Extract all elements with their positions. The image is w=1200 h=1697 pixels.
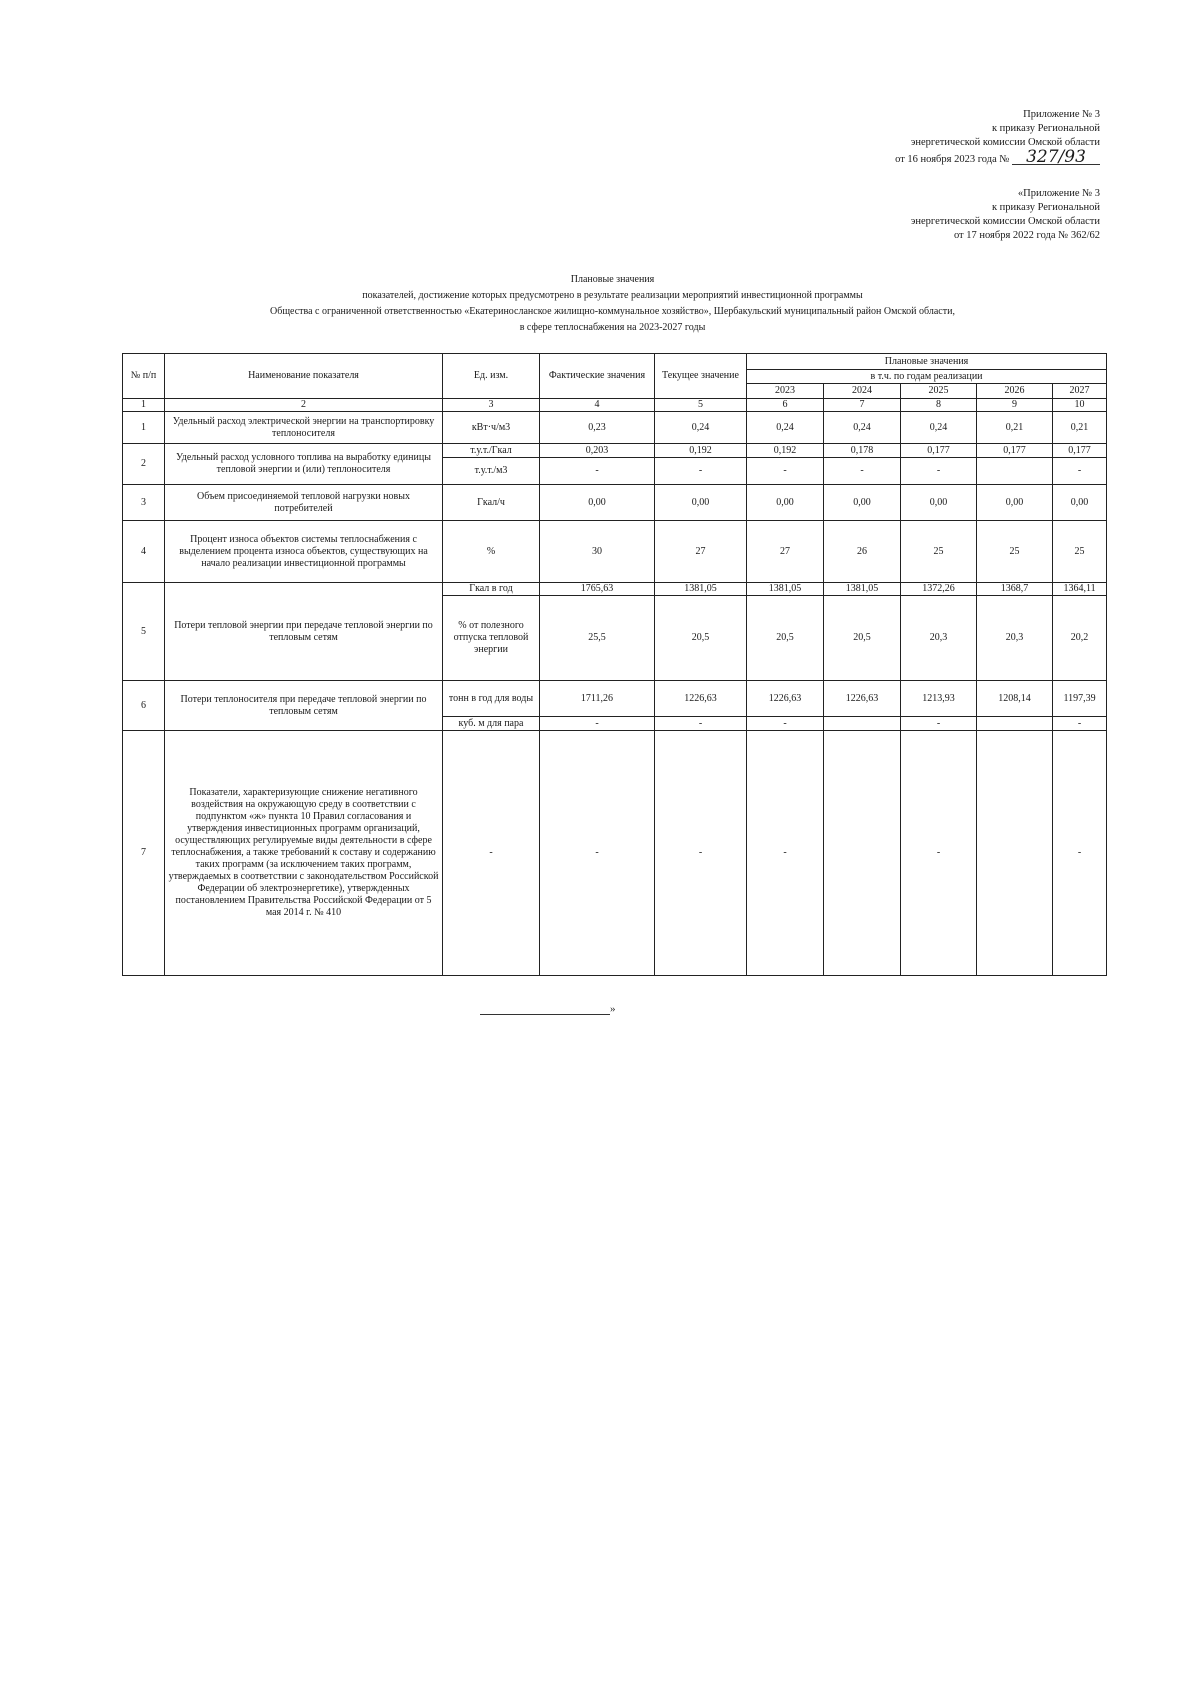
header-date-prefix: от 16 ноября 2023 года № bbox=[895, 154, 1010, 165]
handwritten-order-number: 327/93 bbox=[1012, 150, 1100, 165]
actual-cell: 0,23 bbox=[540, 412, 655, 444]
year-cell: 1197,39 bbox=[1053, 681, 1107, 717]
col-number: 10 bbox=[1053, 399, 1107, 412]
year-cell: 0,21 bbox=[977, 412, 1053, 444]
col-header-planned: Плановые значения bbox=[747, 354, 1107, 370]
year-cell: 0,00 bbox=[1053, 485, 1107, 521]
year-cell: 20,2 bbox=[1053, 596, 1107, 681]
year-cell: 1381,05 bbox=[747, 583, 824, 596]
header-date-line bbox=[895, 147, 1100, 167]
year-cell: 20,3 bbox=[977, 596, 1053, 681]
year-cell: 25 bbox=[1053, 521, 1107, 583]
year-cell: 20,5 bbox=[824, 596, 901, 681]
col-header-year: 2023 bbox=[747, 384, 824, 399]
unit-cell: куб. м для пара bbox=[443, 717, 540, 731]
header-line: от 17 ноября 2022 года № 362/62 bbox=[953, 230, 1100, 241]
table-row bbox=[123, 681, 1107, 717]
year-cell bbox=[977, 717, 1053, 731]
header-line: энергетической комиссии Омской области bbox=[910, 216, 1100, 227]
col-number: 2 bbox=[165, 399, 443, 412]
col-number: 3 bbox=[443, 399, 540, 412]
year-cell bbox=[977, 458, 1053, 485]
year-cell: 1372,26 bbox=[901, 583, 977, 596]
table-row bbox=[123, 412, 1107, 444]
year-cell: - bbox=[901, 717, 977, 731]
header-line: «Приложение № 3 bbox=[1017, 188, 1100, 199]
col-number: 5 bbox=[655, 399, 747, 412]
header-previous-order bbox=[911, 187, 1100, 243]
unit-cell: Гкал/ч bbox=[443, 485, 540, 521]
year-cell: 0,00 bbox=[901, 485, 977, 521]
year-cell: 1368,7 bbox=[977, 583, 1053, 596]
current-cell: 0,00 bbox=[655, 485, 747, 521]
current-cell: 1226,63 bbox=[655, 681, 747, 717]
current-cell: 0,192 bbox=[655, 444, 747, 458]
table-row bbox=[123, 485, 1107, 521]
title-line: Общества с ограниченной ответственностью «Екатериносланское жилищно-коммунальное хозяйство», Шербакульский муниципальный район Омской области, bbox=[270, 306, 955, 317]
year-cell: 0,177 bbox=[1053, 444, 1107, 458]
col-number: 9 bbox=[977, 399, 1053, 412]
current-cell: - bbox=[655, 731, 747, 976]
year-cell: 0,177 bbox=[977, 444, 1053, 458]
title-line: Плановые значения bbox=[570, 274, 655, 285]
actual-cell: 30 bbox=[540, 521, 655, 583]
actual-cell: 1711,26 bbox=[540, 681, 655, 717]
col-number: 8 bbox=[901, 399, 977, 412]
table-row bbox=[123, 444, 1107, 458]
col-header-unit: Ед. изм. bbox=[443, 354, 540, 399]
year-cell: 0,21 bbox=[1053, 412, 1107, 444]
indicator-name: Показатели, характеризующие снижение негативного воздействия на окружающую среду в соответствии с подпунктом «ж» пункта 10 Правил согласования и утверждения инвестиционных программ организаций, осуществляющих регулируемые виды деятельности в сфере теплоснабжения, а также требований к составу и содержанию таких программ (за исключением таких программ, утверждаемых в соответствии с законодательством Российской Федерации об электроэнергетике), утвержденных постановлением Правительства Российской Федерации от 5 мая 2014 г. № 410 bbox=[165, 731, 443, 976]
closing-line bbox=[480, 1003, 616, 1015]
current-cell: 20,5 bbox=[655, 596, 747, 681]
row-number: 7 bbox=[123, 731, 165, 976]
year-cell: - bbox=[901, 731, 977, 976]
actual-cell: 1765,63 bbox=[540, 583, 655, 596]
row-number: 4 bbox=[123, 521, 165, 583]
col-header-year: 2025 bbox=[901, 384, 977, 399]
row-number: 3 bbox=[123, 485, 165, 521]
year-cell: 0,24 bbox=[901, 412, 977, 444]
table-row bbox=[123, 731, 1107, 976]
year-cell: 1226,63 bbox=[824, 681, 901, 717]
row-number: 6 bbox=[123, 681, 165, 731]
col-number: 1 bbox=[123, 399, 165, 412]
actual-cell: - bbox=[540, 717, 655, 731]
year-cell: 0,00 bbox=[747, 485, 824, 521]
header-line: энергетической комиссии Омской области bbox=[910, 137, 1100, 148]
current-cell: 27 bbox=[655, 521, 747, 583]
year-cell: 27 bbox=[747, 521, 824, 583]
year-cell: - bbox=[1053, 731, 1107, 976]
col-header-by-years: в т.ч. по годам реализации bbox=[747, 370, 1107, 384]
col-header-num: № п/п bbox=[123, 354, 165, 399]
row-number: 1 bbox=[123, 412, 165, 444]
table-row bbox=[123, 521, 1107, 583]
unit-cell: тонн в год для воды bbox=[443, 681, 540, 717]
indicator-name: Удельный расход условного топлива на выработку единицы тепловой энергии и (или) теплоносителя bbox=[165, 444, 443, 485]
year-cell: 0,24 bbox=[824, 412, 901, 444]
col-header-year: 2027 bbox=[1053, 384, 1107, 399]
current-cell: - bbox=[655, 458, 747, 485]
title-line: показателей, достижение которых предусмотрено в результате реализации мероприятий инвестиционной программы bbox=[362, 290, 863, 301]
table-row bbox=[123, 583, 1107, 596]
unit-cell: кВт·ч/м3 bbox=[443, 412, 540, 444]
unit-cell: - bbox=[443, 731, 540, 976]
unit-cell: % от полезного отпуска тепловой энергии bbox=[443, 596, 540, 681]
document-title bbox=[0, 272, 1200, 336]
year-cell: 0,192 bbox=[747, 444, 824, 458]
actual-cell: 0,00 bbox=[540, 485, 655, 521]
current-cell: - bbox=[655, 717, 747, 731]
year-cell: 0,00 bbox=[977, 485, 1053, 521]
col-header-name: Наименование показателя bbox=[165, 354, 443, 399]
year-cell: 1213,93 bbox=[901, 681, 977, 717]
year-cell: 1364,11 bbox=[1053, 583, 1107, 596]
year-cell: - bbox=[747, 731, 824, 976]
col-header-current: Текущее значение bbox=[655, 354, 747, 399]
header-line: к приказу Региональной bbox=[991, 123, 1100, 134]
col-header-actual: Фактические значения bbox=[540, 354, 655, 399]
current-cell: 1381,05 bbox=[655, 583, 747, 596]
header-current-order bbox=[895, 108, 1100, 167]
year-cell: 1381,05 bbox=[824, 583, 901, 596]
actual-cell: 25,5 bbox=[540, 596, 655, 681]
year-cell: 25 bbox=[901, 521, 977, 583]
closing-quote: » bbox=[610, 1003, 616, 1015]
row-number: 2 bbox=[123, 444, 165, 485]
year-cell: - bbox=[1053, 717, 1107, 731]
year-cell: 0,24 bbox=[747, 412, 824, 444]
year-cell: 1226,63 bbox=[747, 681, 824, 717]
current-cell: 0,24 bbox=[655, 412, 747, 444]
indicators-table bbox=[122, 353, 1107, 976]
indicator-name: Процент износа объектов системы теплоснабжения с выделением процента износа объектов, существующих на начало реализации инвестиционной программы bbox=[165, 521, 443, 583]
actual-cell: 0,203 bbox=[540, 444, 655, 458]
unit-cell: % bbox=[443, 521, 540, 583]
header-line: Приложение № 3 bbox=[1023, 109, 1100, 120]
col-header-year: 2024 bbox=[824, 384, 901, 399]
title-line: в сфере теплоснабжения на 2023-2027 годы bbox=[519, 322, 706, 333]
year-cell: 0,178 bbox=[824, 444, 901, 458]
year-cell: 0,00 bbox=[824, 485, 901, 521]
col-number: 6 bbox=[747, 399, 824, 412]
year-cell bbox=[824, 731, 901, 976]
indicator-name: Потери тепловой энергии при передаче тепловой энергии по тепловым сетям bbox=[165, 583, 443, 681]
closing-underline bbox=[480, 1004, 610, 1015]
year-cell: - bbox=[747, 717, 824, 731]
actual-cell: - bbox=[540, 731, 655, 976]
year-cell: - bbox=[824, 458, 901, 485]
indicator-name: Объем присоединяемой тепловой нагрузки новых потребителей bbox=[165, 485, 443, 521]
unit-cell: т.у.т./м3 bbox=[443, 458, 540, 485]
unit-cell: т.у.т./Гкал bbox=[443, 444, 540, 458]
indicator-name: Удельный расход электрической энергии на транспортировку теплоносителя bbox=[165, 412, 443, 444]
year-cell: 20,3 bbox=[901, 596, 977, 681]
year-cell: 1208,14 bbox=[977, 681, 1053, 717]
col-number: 7 bbox=[824, 399, 901, 412]
unit-cell: Гкал в год bbox=[443, 583, 540, 596]
year-cell: - bbox=[1053, 458, 1107, 485]
col-number: 4 bbox=[540, 399, 655, 412]
year-cell bbox=[977, 731, 1053, 976]
year-cell: - bbox=[901, 458, 977, 485]
actual-cell: - bbox=[540, 458, 655, 485]
year-cell: 25 bbox=[977, 521, 1053, 583]
year-cell: - bbox=[747, 458, 824, 485]
col-header-year: 2026 bbox=[977, 384, 1053, 399]
row-number: 5 bbox=[123, 583, 165, 681]
indicator-name: Потери теплоносителя при передаче тепловой энергии по тепловым сетям bbox=[165, 681, 443, 731]
year-cell bbox=[824, 717, 901, 731]
year-cell: 26 bbox=[824, 521, 901, 583]
header-line: к приказу Региональной bbox=[991, 202, 1100, 213]
year-cell: 20,5 bbox=[747, 596, 824, 681]
year-cell: 0,177 bbox=[901, 444, 977, 458]
